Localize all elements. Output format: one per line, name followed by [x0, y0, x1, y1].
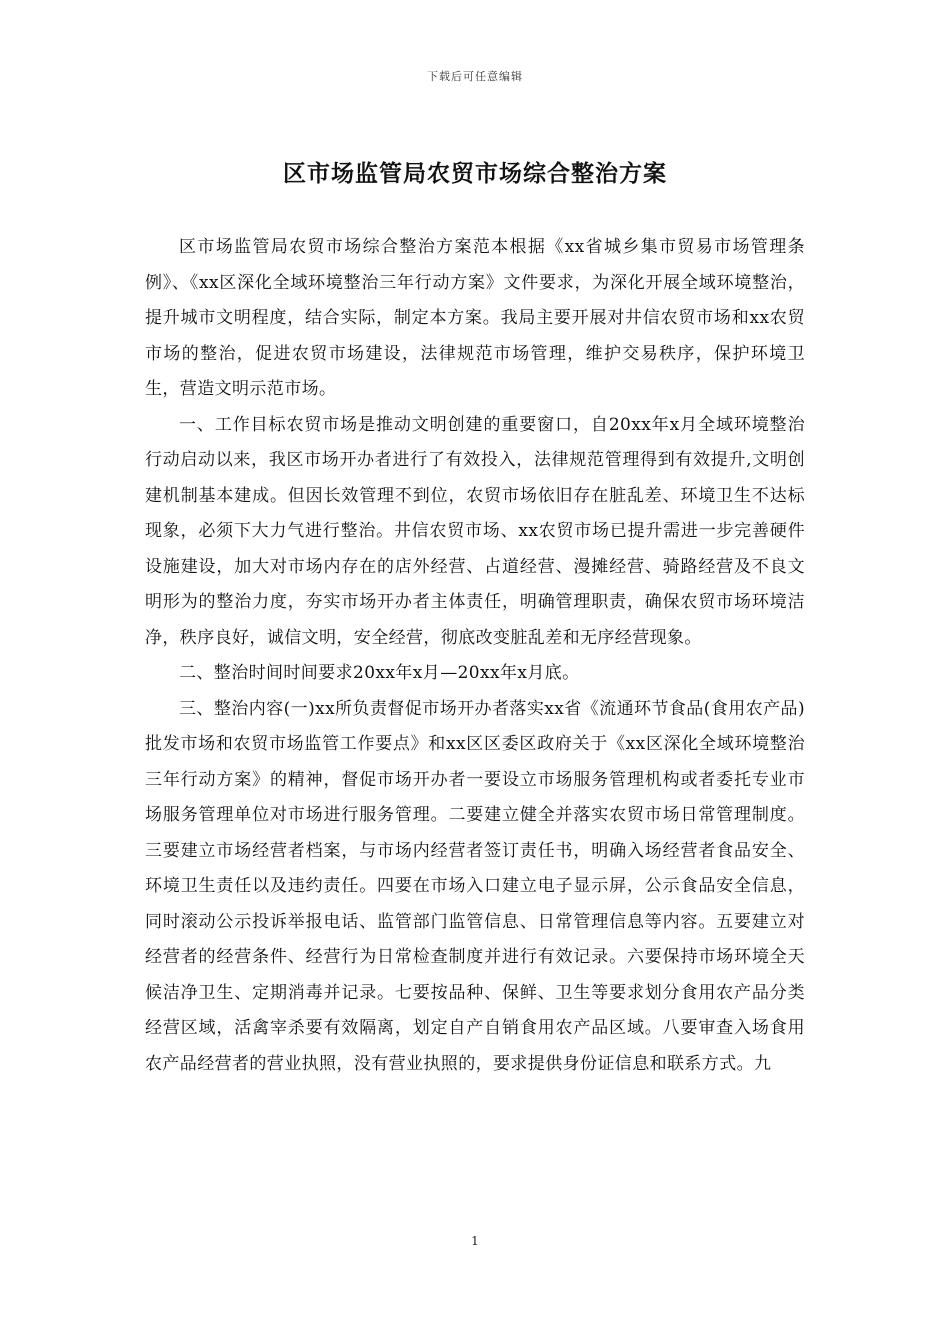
document-title: 区市场监管局农贸市场综合整治方案 [283, 160, 667, 187]
document-body [145, 230, 805, 1082]
paragraph-time-requirement: 二、整治时间时间要求20xx年x月—20xx年x月底。 [179, 663, 580, 683]
paragraph-intro: 区市场监管局农贸市场综合整治方案范本根据《xx省城乡集市贸易市场管理条例》、《xx区深化全域环境整治三年行动方案》文件要求，为深化开展全域环境整治，提升城市文明程度，结合实际，制定本方案。我局主要开展对井信农贸市场和xx农贸市场的整治，促进农贸市场建设，法律规范市场管理，维护交易秩序，保护环境卫生，营造文明示范市场。 [145, 237, 805, 399]
paragraph-work-goal: 一、工作目标农贸市场是推动文明创建的重要窗口，自20xx年x月全域环境整治行动启动以来，我区市场开办者进行了有效投入，法律规范管理得到有效提升,文明创建机制基本建成。但因长效管理不到位，农贸市场依旧存在脏乱差、环境卫生不达标现象，必须下大力气进行整治。井信农贸市场、xx农贸市场已提升需进一步完善硬件设施建设，加大对市场内存在的店外经营、占道经营、漫摊经营、骑路经营及不良文明形为的整治力度，夯实市场开办者主体责任，明确管理职责，确保农贸市场环境洁净，秩序良好，诚信文明，安全经营，彻底改变脏乱差和无序经营现象。 [145, 414, 805, 648]
page-header-note: 下载后可任意编辑 [427, 70, 523, 83]
paragraph-rectification-content: 三、整治内容(一)xx所负责督促市场开办者落实xx省《流通环节食品(食用农产品)批发市场和农贸市场监管工作要点》和xx区区委区政府关于《xx区深化全域环境整治三年行动方案》的精神，督促市场开办者一要设立市场服务管理机构或者委托专业市场服务管理单位对市场进行服务管理。二要建立健全并落实农贸市场日常管理制度。三要建立市场经营者档案，与市场内经营者签订责任书，明确入场经营者食品安全、环境卫生责任以及违约责任。四要在市场入口建立电子显示屏，公示食品安全信息，同时滚动公示投诉举报电话、监管部门监管信息、日常管理信息等内容。五要建立对经营者的经营条件、经营行为日常检查制度并进行有效记录。六要保持市场环境全天候洁净卫生、定期消毒并记录。七要按品种、保鲜、卫生等要求划分食用农产品分类经营区域，活禽宰杀要有效隔离，划定自产自销食用农产品区域。八要审查入场食用农产品经营者的营业执照，没有营业执照的，要求提供身份证信息和联系方式。九 [145, 698, 805, 1074]
page-number: 1 [471, 1234, 479, 1248]
